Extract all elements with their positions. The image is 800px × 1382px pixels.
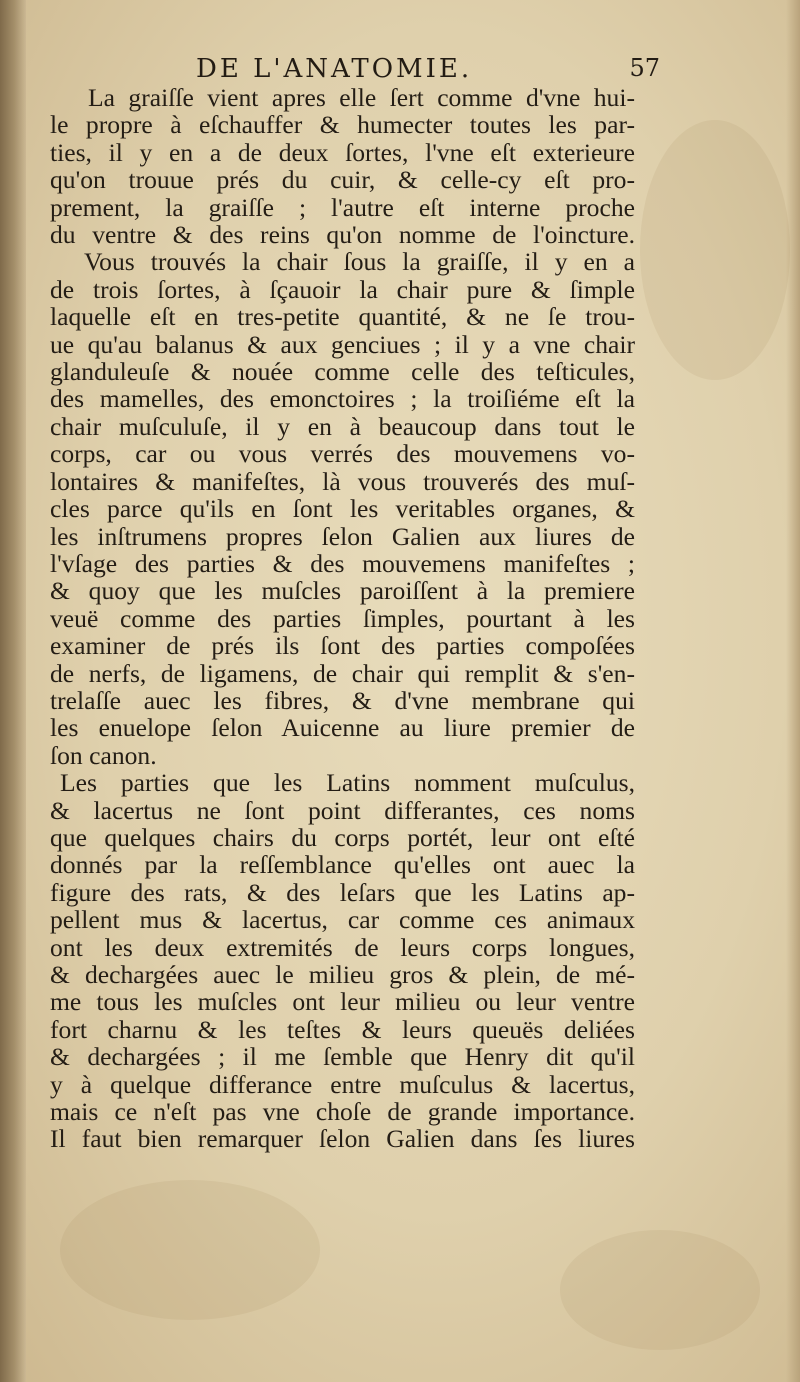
- body-text: [50, 84, 635, 1153]
- text-line: chair muſculuſe, il y en à beaucoup dans tout le: [50, 411, 635, 441]
- text-line: donnés par la reſſemblance qu'elles ont auec la: [50, 850, 635, 880]
- text-line: de trois ſortes, à ſçauoir la chair pure & ſimple: [50, 274, 635, 304]
- text-line: figure des rats, & des leſars que les Latins ap-: [50, 877, 635, 907]
- text-line: La graiſſe vient apres elle ſert comme d'vne hui-: [88, 83, 635, 112]
- text-line: laquelle eſt en tres-petite quantité, & ne ſe trou-: [50, 302, 635, 332]
- paragraph: [50, 248, 635, 769]
- text-line: & dechargées ; il me ſemble que Henry dit qu'il: [50, 1042, 635, 1072]
- text-line: & dechargées auec le milieu gros & plein, de mé-: [50, 960, 635, 989]
- text-line: du ventre & des reins qu'on nomme de l'oincture.: [50, 220, 635, 250]
- text-line: des mamelles, des emonctoires ; la troiſiéme eſt la: [50, 384, 635, 414]
- text-line: Il faut bien remarquer ſelon Galien dans ſes liures: [50, 1124, 635, 1154]
- text-line: trelaſſe auec les fibres, & d'vne membrane qui: [50, 685, 635, 715]
- text-line: mais ce n'eſt pas vne choſe de grande importance.: [50, 1097, 635, 1127]
- text-line: & lacertus ne ſont point differantes, ces noms: [50, 795, 635, 825]
- running-title: DE L'ANATOMIE.: [196, 54, 473, 84]
- text-line: corps, car ou vous verrés des mouvemens vo-: [50, 439, 635, 469]
- text-line: de nerfs, de ligamens, de chair qui remplit & s'en-: [50, 658, 635, 688]
- text-line: le propre à eſchauffer & humecter toutes les par-: [50, 110, 635, 140]
- text-line: ſon canon.: [50, 740, 157, 770]
- paper-stain: [640, 120, 790, 380]
- text-line: y à quelque differance entre muſculus & lacertus,: [50, 1069, 635, 1099]
- text-line: que quelques chairs du corps portét, leur ont eſté: [50, 822, 635, 852]
- text-line: Les parties que les Latins nomment muſculus,: [60, 768, 635, 798]
- text-line: me tous les muſcles ont leur milieu ou leur ventre: [50, 987, 635, 1017]
- text-line: prement, la graiſſe ; l'autre eſt interne proche: [50, 192, 635, 222]
- binding-gutter: [0, 0, 26, 1382]
- paper-stain: [60, 1180, 320, 1320]
- text-line: glanduleuſe & nouée comme celle des teſticules,: [50, 357, 635, 387]
- text-line: qu'on trouue prés du cuir, & celle-cy eſt pro-: [50, 165, 635, 195]
- text-line: veuë comme des parties ſimples, pourtant à les: [50, 603, 635, 633]
- text-line: fort charnu & les teſtes & leurs queuës deliées: [50, 1014, 635, 1044]
- text-line: lontaires & manifeſtes, là vous trouverés des muſ-: [50, 466, 635, 496]
- paper-stain: [560, 1230, 760, 1350]
- text-line: examiner de prés ils ſont des parties compoſées: [50, 631, 635, 661]
- paragraph: [50, 769, 635, 1153]
- text-line: ont les deux extremités de leurs corps longues,: [50, 932, 635, 962]
- text-line: cles parce qu'ils en ſont les veritables organes, &: [50, 494, 635, 524]
- page-number: 57: [629, 54, 660, 82]
- text-line: pellent mus & lacertus, car comme ces animaux: [50, 905, 635, 935]
- text-line: l'vſage des parties & des mouvemens manifeſtes ;: [50, 548, 635, 578]
- paragraph: [50, 84, 635, 248]
- page-edge: [786, 0, 800, 1382]
- text-line: ties, il y en a de deux ſortes, l'vne eſt exterieure: [50, 137, 635, 167]
- text-line: les inſtrumens propres ſelon Galien aux liures de: [50, 521, 635, 551]
- text-line: Vous trouvés la chair ſous la graiſſe, il y en a: [84, 247, 635, 277]
- text-line: les enuelope ſelon Auicenne au liure premier de: [50, 713, 635, 743]
- text-line: & quoy que les muſcles paroiſſent à la premiere: [50, 576, 635, 606]
- text-line: ue qu'au balanus & aux genciues ; il y a vne chair: [50, 329, 635, 359]
